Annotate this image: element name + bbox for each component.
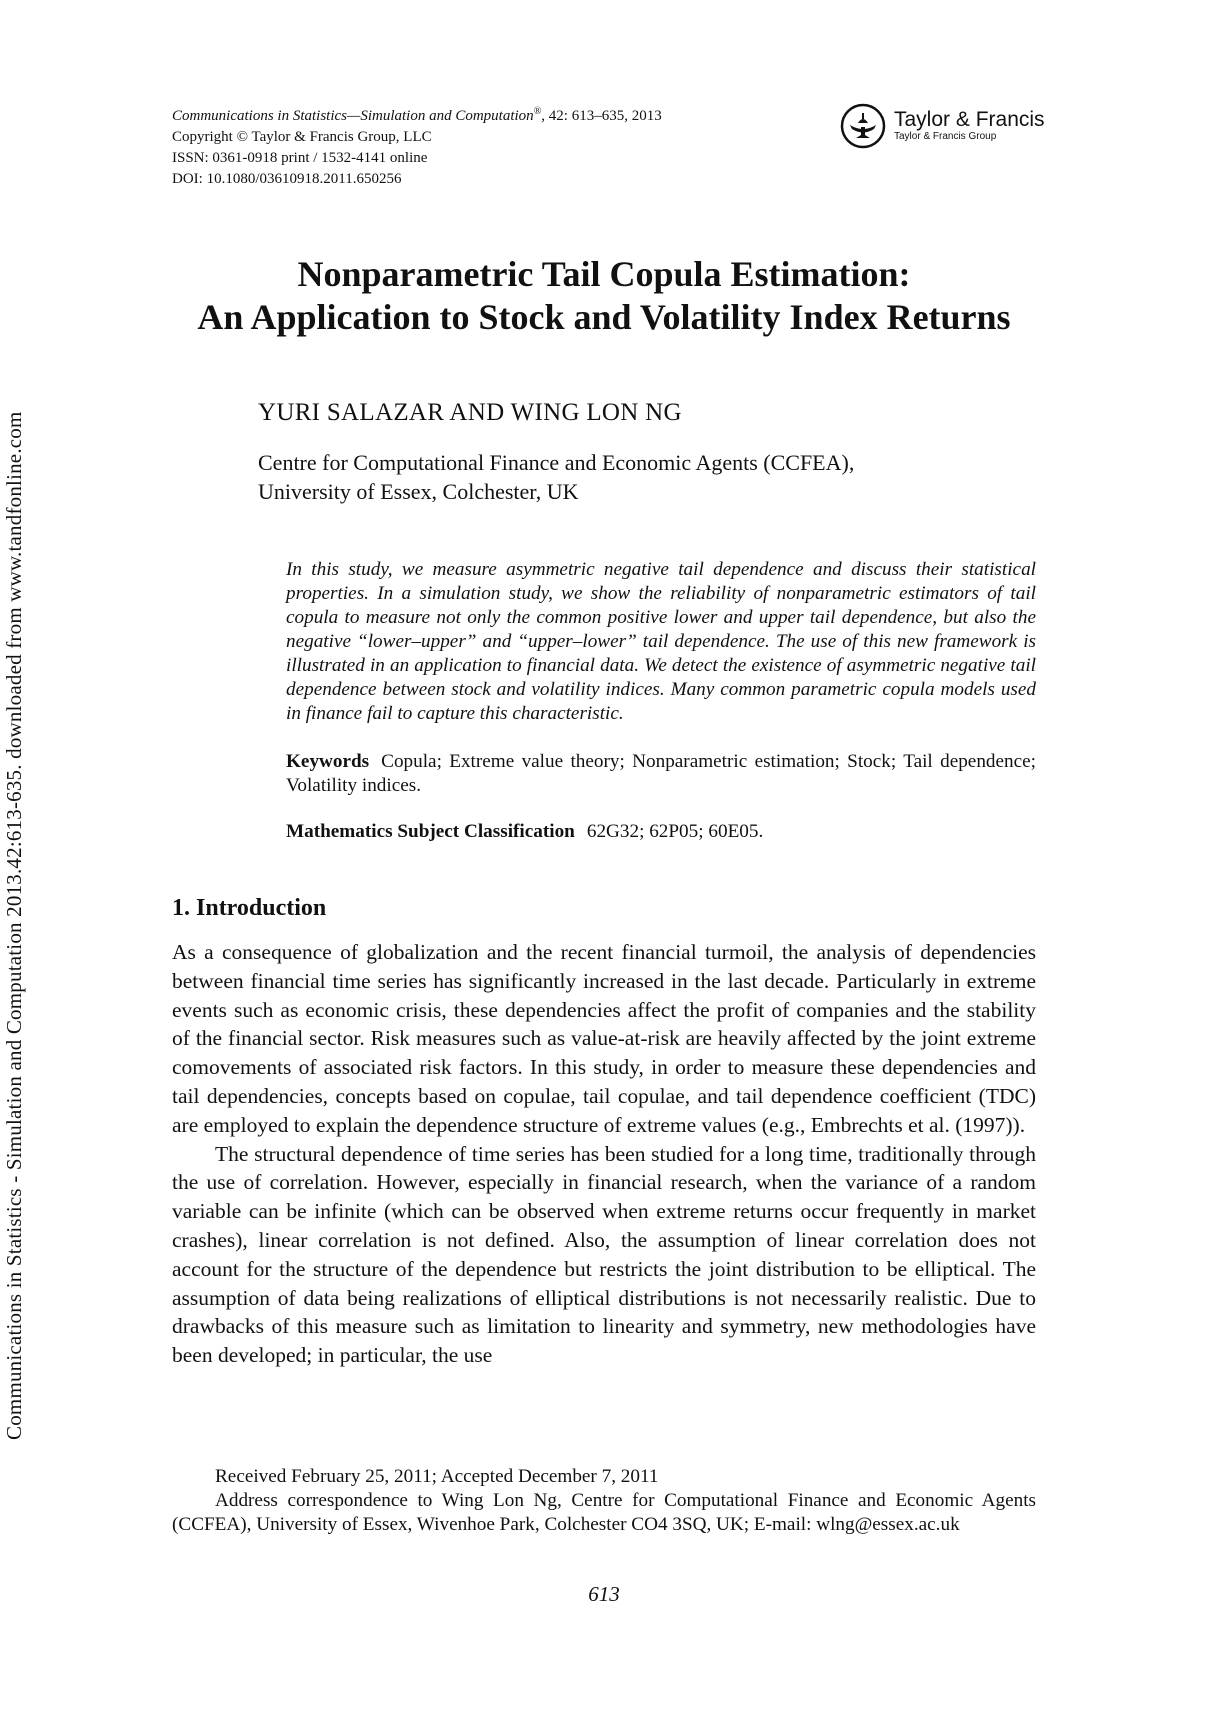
keywords-text: Copula; Extreme value theory; Nonparametric estimation; Stock; Tail dependence; Volatility indices. (286, 751, 1036, 796)
taylor-francis-logo-icon (840, 103, 886, 149)
publisher-group: Taylor & Francis Group (894, 131, 997, 142)
footnote (172, 1465, 1036, 1537)
body-paragraph: As a consequence of globalization and the recent financial turmoil, the analysis of dependencies between financial time series has significantly increased in the last decade. Particularly in extreme events such as economic crisis, these dependencies affect the profit of companies and the stability of the financial sector. Risk measures such as value-at-risk are heavily affected by the joint extreme comovements of associated risk factors. In this study, in order to measure these dependencies and tail dependencies, concepts based on copulae, tail copulae, and tail dependence coefficient (TDC) are employed to explain the dependence structure of extreme values (e.g., Embrechts et al. (1997)). (172, 940, 1036, 1137)
publisher-name: Taylor & Francis (894, 108, 1045, 131)
footnote-address: Address correspondence to Wing Lon Ng, Centre for Computational Finance and Economic Agents (CCFEA), University of Essex, Wivenhoe Park, Colchester CO4 3SQ, UK; E-mail: wlng@essex.ac.uk (172, 1490, 1036, 1535)
journal-volume-pages: , 42: 613–635, 2013 (541, 108, 662, 124)
publisher-logo (840, 103, 1045, 149)
journal-name: Communications in Statistics—Simulation and Computation (172, 108, 534, 124)
journal-citation-line (172, 101, 662, 127)
registered-mark: ® (533, 106, 542, 117)
abstract: In this study, we measure asymmetric negative tail dependence and discuss their statistical properties. In a simulation study, we show the reliability of nonparametric estimators of tail copula to measure not only the common positive lower and upper tail dependence, but also the negative “lower–upper” and “upper–lower” tail dependence. The use of this new framework is illustrated in an application to financial data. We detect the existence of asymmetric negative tail dependence between stock and volatility indices. Many common parametric copula models used in finance fail to capture this characteristic. (286, 559, 1036, 724)
page-number: 613 (588, 1582, 620, 1606)
journal-copyright: Copyright © Taylor & Francis Group, LLC (172, 129, 432, 145)
download-side-note: Communications in Statistics - Simulation and Computation 2013.42:613-635. downloaded from www.tandfonline.com (2, 411, 26, 1440)
journal-metadata (172, 101, 662, 190)
title-line-2: An Application to Stock and Volatility Index Returns (197, 297, 1011, 337)
affiliation (258, 448, 854, 506)
msc-text: 62G32; 62P05; 60E05. (586, 821, 764, 842)
subject-classification (286, 820, 1036, 844)
affiliation-line-1: Centre for Computational Finance and Economic Agents (CCFEA), (258, 450, 855, 475)
title-line-1: Nonparametric Tail Copula Estimation: (297, 254, 911, 294)
section-body (172, 938, 1036, 1370)
body-paragraph: The structural dependence of time series has been studied for a long time, traditionally through the use of correlation. However, especially in financial research, when the variance of a random variable can be infinite (which can be observed when extreme returns occur frequently in market crashes), linear correlation is not defined. Also, the assumption of linear correlation does not account for the structure of the dependence but restricts the joint distribution to be elliptical. The assumption of data being realizations of elliptical distributions is not necessarily realistic. Due to drawbacks of this measure such as limitation to linearity and symmetry, new methodologies have been developed; in particular, the use (172, 1141, 1036, 1368)
journal-doi[interactable]: DOI: 10.1080/03610918.2011.650256 (172, 171, 402, 187)
affiliation-line-2: University of Essex, Colchester, UK (258, 479, 579, 504)
section-heading: 1. Introduction (172, 895, 327, 921)
authors: YURI SALAZAR AND WING LON NG (258, 399, 682, 426)
keywords-label: Keywords (286, 751, 370, 772)
paper-title (100, 253, 1108, 339)
journal-issn: ISSN: 0361-0918 print / 1532-4141 online (172, 150, 428, 166)
footnote-received: Received February 25, 2011; Accepted December 7, 2011 (215, 1466, 659, 1487)
msc-label: Mathematics Subject Classification (286, 821, 575, 842)
keywords (286, 750, 1036, 798)
